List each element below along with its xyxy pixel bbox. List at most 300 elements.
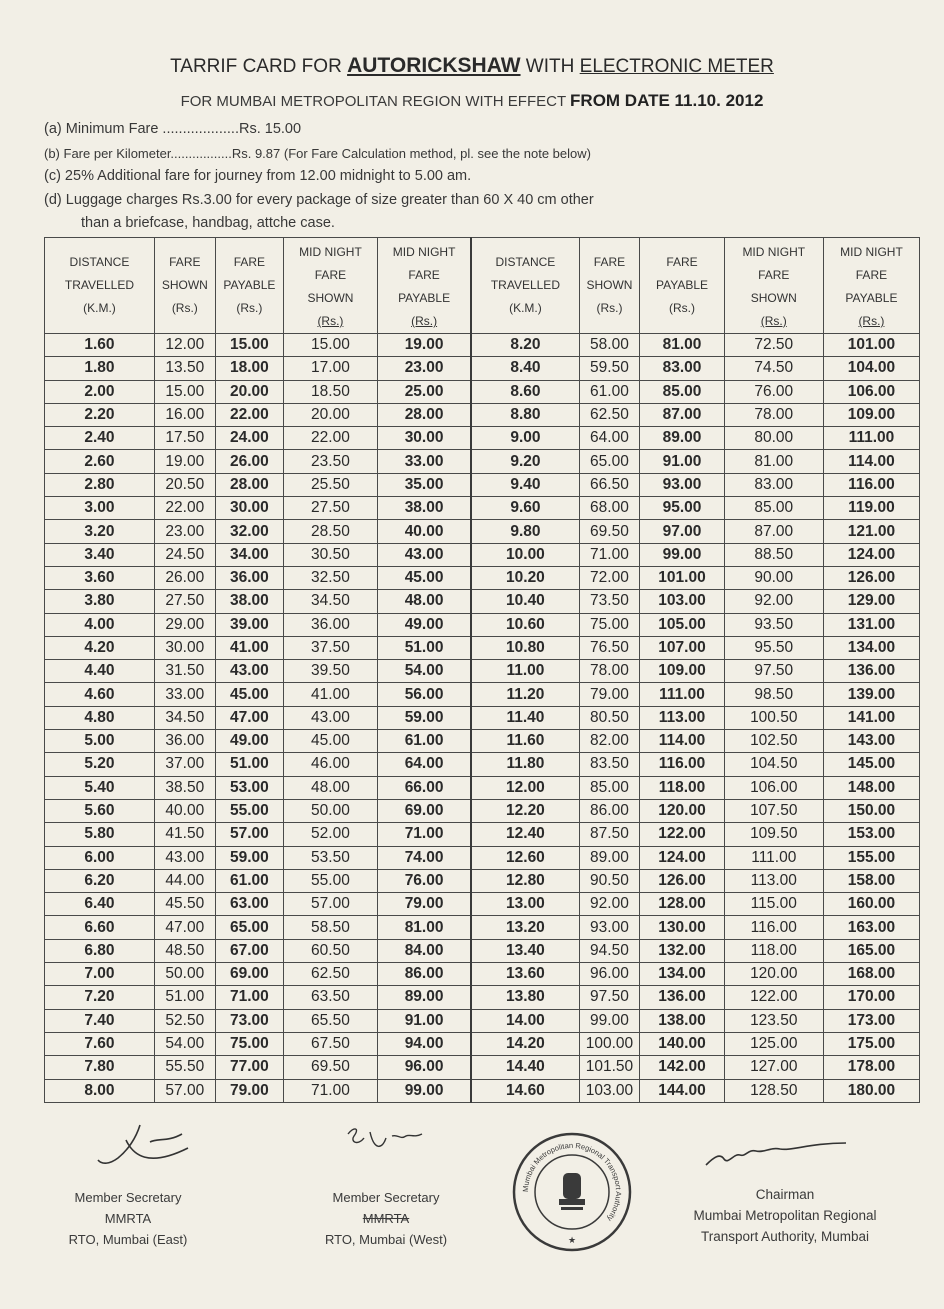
table-cell: 18.50 (284, 380, 378, 403)
table-row (45, 380, 920, 403)
table-cell: 76.50 (579, 636, 640, 659)
table-cell: 104.50 (724, 753, 823, 776)
table-cell: 150.00 (823, 799, 919, 822)
table-cell: 30.00 (215, 497, 283, 520)
table-cell: 11.20 (471, 683, 579, 706)
table-cell: 134.00 (640, 963, 724, 986)
table-header-row (45, 238, 920, 334)
table-cell: 10.60 (471, 613, 579, 636)
table-cell: 61.00 (377, 730, 471, 753)
table-cell: 95.00 (640, 497, 724, 520)
table-cell: 16.00 (154, 403, 215, 426)
table-cell: 43.00 (154, 846, 215, 869)
table-cell: 141.00 (823, 706, 919, 729)
table-cell: 2.80 (45, 473, 155, 496)
table-row (45, 730, 920, 753)
table-cell: 34.50 (284, 590, 378, 613)
table-cell: 143.00 (823, 730, 919, 753)
card-subtitle: FOR MUMBAI METROPOLITAN REGION WITH EFFECT FROM DATE 11.10. 2012 (180, 91, 764, 110)
table-cell: 111.00 (823, 427, 919, 450)
table-cell: 93.50 (724, 613, 823, 636)
table-cell: 125.00 (724, 1032, 823, 1055)
table-cell: 51.00 (154, 986, 215, 1009)
table-cell: 114.00 (640, 730, 724, 753)
table-cell: 22.00 (215, 403, 283, 426)
table-cell: 120.00 (724, 963, 823, 986)
table-row (45, 776, 920, 799)
table-cell: 103.00 (579, 1079, 640, 1102)
table-cell: 91.00 (377, 1009, 471, 1032)
table-cell: 87.00 (640, 403, 724, 426)
table-cell: 7.60 (45, 1032, 155, 1055)
table-cell: 83.00 (640, 357, 724, 380)
table-cell: 71.00 (284, 1079, 378, 1102)
table-cell: 41.00 (284, 683, 378, 706)
table-cell: 118.00 (724, 939, 823, 962)
table-row (45, 799, 920, 822)
table-cell: 115.00 (724, 893, 823, 916)
table-cell: 45.00 (215, 683, 283, 706)
table-cell: 36.00 (154, 730, 215, 753)
table-cell: 109.50 (724, 823, 823, 846)
table-cell: 28.50 (284, 520, 378, 543)
table-cell: 41.00 (215, 636, 283, 659)
table-cell: 13.00 (471, 893, 579, 916)
table-cell: 59.00 (215, 846, 283, 869)
title-meter: ELECTRONIC METER (579, 56, 774, 77)
table-cell: 10.40 (471, 590, 579, 613)
table-cell: 86.00 (377, 963, 471, 986)
table-cell: 126.00 (640, 869, 724, 892)
table-cell: 123.50 (724, 1009, 823, 1032)
table-cell: 90.50 (579, 869, 640, 892)
table-cell: 74.50 (724, 357, 823, 380)
table-cell: 51.00 (377, 636, 471, 659)
table-cell: 122.00 (724, 986, 823, 1009)
table-cell: 97.50 (724, 660, 823, 683)
column-header: MID NIGHT FARE SHOWN (Rs.) (724, 238, 823, 334)
table-cell: 12.40 (471, 823, 579, 846)
table-cell: 131.00 (823, 613, 919, 636)
table-cell: 69.50 (284, 1056, 378, 1079)
table-cell: 93.00 (640, 473, 724, 496)
table-cell: 45.00 (377, 566, 471, 589)
table-cell: 1.80 (45, 357, 155, 380)
table-cell: 2.00 (45, 380, 155, 403)
table-cell: 99.00 (377, 1079, 471, 1102)
table-cell: 33.00 (377, 450, 471, 473)
table-cell: 49.00 (215, 730, 283, 753)
table-cell: 5.60 (45, 799, 155, 822)
table-cell: 170.00 (823, 986, 919, 1009)
table-cell: 63.00 (215, 893, 283, 916)
table-cell: 13.50 (154, 357, 215, 380)
table-cell: 12.20 (471, 799, 579, 822)
table-cell: 68.00 (579, 497, 640, 520)
table-cell: 129.00 (823, 590, 919, 613)
table-cell: 2.60 (45, 450, 155, 473)
table-cell: 43.00 (284, 706, 378, 729)
table-cell: 160.00 (823, 893, 919, 916)
table-cell: 62.50 (579, 403, 640, 426)
table-cell: 9.20 (471, 450, 579, 473)
tariff-table (44, 237, 920, 1103)
table-cell: 9.80 (471, 520, 579, 543)
table-cell: 118.00 (640, 776, 724, 799)
table-cell: 4.40 (45, 660, 155, 683)
column-header: FARE SHOWN (Rs.) (579, 238, 640, 334)
table-cell: 165.00 (823, 939, 919, 962)
table-row (45, 497, 920, 520)
table-cell: 7.00 (45, 963, 155, 986)
table-cell: 168.00 (823, 963, 919, 986)
table-cell: 91.00 (640, 450, 724, 473)
table-cell: 37.50 (284, 636, 378, 659)
signature-east (88, 1120, 198, 1180)
table-row (45, 427, 920, 450)
table-cell: 155.00 (823, 846, 919, 869)
table-cell: 76.00 (377, 869, 471, 892)
table-cell: 10.00 (471, 543, 579, 566)
table-cell: 49.00 (377, 613, 471, 636)
table-cell: 3.00 (45, 497, 155, 520)
note-minimum-fare: (a) Minimum Fare ...................Rs. 15.00 (44, 121, 302, 137)
table-cell: 52.50 (154, 1009, 215, 1032)
table-cell: 142.00 (640, 1056, 724, 1079)
table-cell: 79.00 (377, 893, 471, 916)
table-cell: 40.00 (377, 520, 471, 543)
table-cell: 46.00 (284, 753, 378, 776)
table-cell: 58.00 (579, 334, 640, 357)
table-cell: 48.50 (154, 939, 215, 962)
table-cell: 3.20 (45, 520, 155, 543)
signatory-chairman: Chairman Mumbai Metropolitan Regional Transport Authority, Mumbai (693, 1187, 877, 1244)
table-cell: 39.50 (284, 660, 378, 683)
table-cell: 94.50 (579, 939, 640, 962)
table-cell: 85.00 (579, 776, 640, 799)
table-cell: 8.80 (471, 403, 579, 426)
table-cell: 18.00 (215, 357, 283, 380)
table-cell: 35.00 (377, 473, 471, 496)
table-cell: 87.50 (579, 823, 640, 846)
table-cell: 72.50 (724, 334, 823, 357)
table-cell: 12.00 (154, 334, 215, 357)
table-cell: 96.00 (377, 1056, 471, 1079)
table-cell: 24.50 (154, 543, 215, 566)
table-cell: 17.50 (154, 427, 215, 450)
table-cell: 54.00 (377, 660, 471, 683)
table-cell: 101.00 (640, 566, 724, 589)
table-cell: 85.00 (724, 497, 823, 520)
table-cell: 50.00 (154, 963, 215, 986)
table-cell: 9.60 (471, 497, 579, 520)
table-cell: 6.20 (45, 869, 155, 892)
table-cell: 14.00 (471, 1009, 579, 1032)
table-cell: 61.00 (579, 380, 640, 403)
table-cell: 178.00 (823, 1056, 919, 1079)
signatory-east: Member Secretary MMRTA RTO, Mumbai (East) (68, 1190, 188, 1247)
table-cell: 119.00 (823, 497, 919, 520)
table-cell: 14.20 (471, 1032, 579, 1055)
table-row (45, 1056, 920, 1079)
table-cell: 12.00 (471, 776, 579, 799)
table-cell: 30.00 (154, 636, 215, 659)
table-cell: 27.50 (154, 590, 215, 613)
table-cell: 36.00 (215, 566, 283, 589)
emblem-icon (559, 1173, 585, 1210)
column-header: MID NIGHT FARE PAYABLE (Rs.) (377, 238, 471, 334)
table-row (45, 636, 920, 659)
table-cell: 128.00 (640, 893, 724, 916)
table-row (45, 823, 920, 846)
table-cell: 124.00 (640, 846, 724, 869)
table-cell: 3.40 (45, 543, 155, 566)
table-row (45, 520, 920, 543)
table-row (45, 986, 920, 1009)
table-row (45, 334, 920, 357)
table-cell: 122.00 (640, 823, 724, 846)
table-cell: 81.00 (724, 450, 823, 473)
table-cell: 173.00 (823, 1009, 919, 1032)
table-cell: 81.00 (377, 916, 471, 939)
table-cell: 139.00 (823, 683, 919, 706)
table-cell: 104.00 (823, 357, 919, 380)
table-cell: 75.00 (579, 613, 640, 636)
table-cell: 34.50 (154, 706, 215, 729)
column-header: FARE PAYABLE (Rs.) (640, 238, 724, 334)
table-cell: 10.80 (471, 636, 579, 659)
table-cell: 134.00 (823, 636, 919, 659)
table-cell: 106.00 (724, 776, 823, 799)
table-cell: 65.00 (579, 450, 640, 473)
table-cell: 136.00 (640, 986, 724, 1009)
table-cell: 101.50 (579, 1056, 640, 1079)
table-cell: 74.00 (377, 846, 471, 869)
table-cell: 51.00 (215, 753, 283, 776)
svg-text:Mumbai Metropolitan Regional T: Mumbai Metropolitan Regional Transport Authority (520, 1140, 624, 1223)
table-cell: 103.00 (640, 590, 724, 613)
table-row (45, 963, 920, 986)
table-cell: 113.00 (640, 706, 724, 729)
table-row (45, 357, 920, 380)
table-cell: 111.00 (640, 683, 724, 706)
table-cell: 59.00 (377, 706, 471, 729)
table-cell: 65.50 (284, 1009, 378, 1032)
table-cell: 153.00 (823, 823, 919, 846)
table-cell: 39.00 (215, 613, 283, 636)
table-cell: 26.00 (154, 566, 215, 589)
table-cell: 22.00 (284, 427, 378, 450)
table-cell: 85.00 (640, 380, 724, 403)
table-cell: 8.00 (45, 1079, 155, 1102)
table-row (45, 1009, 920, 1032)
table-row (45, 683, 920, 706)
table-cell: 13.40 (471, 939, 579, 962)
table-row (45, 1079, 920, 1102)
table-cell: 80.00 (724, 427, 823, 450)
table-cell: 87.00 (724, 520, 823, 543)
table-row (45, 473, 920, 496)
table-cell: 83.00 (724, 473, 823, 496)
table-cell: 105.00 (640, 613, 724, 636)
table-cell: 14.40 (471, 1056, 579, 1079)
table-cell: 102.50 (724, 730, 823, 753)
table-cell: 12.80 (471, 869, 579, 892)
table-row (45, 706, 920, 729)
table-cell: 23.50 (284, 450, 378, 473)
table-cell: 55.00 (284, 869, 378, 892)
column-header: MID NIGHT FARE SHOWN (Rs.) (284, 238, 378, 334)
table-cell: 7.40 (45, 1009, 155, 1032)
table-cell: 27.50 (284, 497, 378, 520)
table-cell: 98.50 (724, 683, 823, 706)
table-cell: 92.00 (724, 590, 823, 613)
table-cell: 29.00 (154, 613, 215, 636)
table-cell: 45.50 (154, 893, 215, 916)
table-cell: 4.60 (45, 683, 155, 706)
table-cell: 116.00 (640, 753, 724, 776)
table-cell: 5.80 (45, 823, 155, 846)
table-cell: 11.00 (471, 660, 579, 683)
table-cell: 1.60 (45, 334, 155, 357)
table-cell: 3.80 (45, 590, 155, 613)
table-cell: 11.80 (471, 753, 579, 776)
official-seal (511, 1131, 633, 1253)
table-cell: 93.00 (579, 916, 640, 939)
table-cell: 113.00 (724, 869, 823, 892)
table-cell: 9.40 (471, 473, 579, 496)
table-cell: 144.00 (640, 1079, 724, 1102)
title-vehicle: AUTORICKSHAW (347, 54, 521, 77)
table-cell: 92.00 (579, 893, 640, 916)
table-cell: 77.00 (215, 1056, 283, 1079)
table-cell: 32.00 (215, 520, 283, 543)
table-cell: 89.00 (640, 427, 724, 450)
table-cell: 62.50 (284, 963, 378, 986)
signatory-west: Member Secretary MMRTA RTO, Mumbai (West) (324, 1190, 448, 1247)
table-cell: 69.00 (215, 963, 283, 986)
table-cell: 41.50 (154, 823, 215, 846)
table-cell: 25.00 (377, 380, 471, 403)
table-cell: 124.00 (823, 543, 919, 566)
table-cell: 158.00 (823, 869, 919, 892)
table-cell: 111.00 (724, 846, 823, 869)
table-cell: 79.00 (579, 683, 640, 706)
table-cell: 2.40 (45, 427, 155, 450)
table-cell: 22.00 (154, 497, 215, 520)
table-cell: 116.00 (823, 473, 919, 496)
table-cell: 95.50 (724, 636, 823, 659)
table-cell: 5.40 (45, 776, 155, 799)
table-cell: 55.50 (154, 1056, 215, 1079)
table-cell: 55.00 (215, 799, 283, 822)
table-cell: 107.50 (724, 799, 823, 822)
table-cell: 109.00 (640, 660, 724, 683)
table-cell: 5.20 (45, 753, 155, 776)
table-cell: 20.00 (284, 403, 378, 426)
table-row (45, 1032, 920, 1055)
table-cell: 97.00 (640, 520, 724, 543)
table-cell: 88.50 (724, 543, 823, 566)
table-cell: 76.00 (724, 380, 823, 403)
table-cell: 136.00 (823, 660, 919, 683)
table-cell: 7.80 (45, 1056, 155, 1079)
table-cell: 86.00 (579, 799, 640, 822)
table-cell: 175.00 (823, 1032, 919, 1055)
table-cell: 100.50 (724, 706, 823, 729)
table-cell: 15.00 (154, 380, 215, 403)
table-cell: 48.00 (284, 776, 378, 799)
table-cell: 43.00 (377, 543, 471, 566)
table-cell: 3.60 (45, 566, 155, 589)
table-cell: 73.00 (215, 1009, 283, 1032)
table-row (45, 939, 920, 962)
table-cell: 69.00 (377, 799, 471, 822)
table-cell: 20.00 (215, 380, 283, 403)
table-cell: 13.20 (471, 916, 579, 939)
table-cell: 81.00 (640, 334, 724, 357)
table-cell: 4.80 (45, 706, 155, 729)
table-cell: 75.00 (215, 1032, 283, 1055)
table-cell: 64.00 (377, 753, 471, 776)
table-cell: 57.00 (215, 823, 283, 846)
table-cell: 67.50 (284, 1032, 378, 1055)
table-cell: 15.00 (284, 334, 378, 357)
table-cell: 107.00 (640, 636, 724, 659)
table-row (45, 590, 920, 613)
fare-notes (44, 118, 914, 236)
table-cell: 84.00 (377, 939, 471, 962)
table-cell: 132.00 (640, 939, 724, 962)
table-cell: 44.00 (154, 869, 215, 892)
table-cell: 83.50 (579, 753, 640, 776)
table-cell: 54.00 (154, 1032, 215, 1055)
table-cell: 38.00 (215, 590, 283, 613)
signature-chairman (700, 1135, 850, 1175)
table-cell: 145.00 (823, 753, 919, 776)
table-cell: 23.00 (377, 357, 471, 380)
table-cell: 28.00 (377, 403, 471, 426)
table-cell: 71.00 (215, 986, 283, 1009)
table-cell: 64.00 (579, 427, 640, 450)
table-cell: 8.40 (471, 357, 579, 380)
table-cell: 69.50 (579, 520, 640, 543)
table-cell: 180.00 (823, 1079, 919, 1102)
table-row (45, 753, 920, 776)
table-cell: 7.20 (45, 986, 155, 1009)
table-cell: 78.00 (579, 660, 640, 683)
table-cell: 31.50 (154, 660, 215, 683)
table-cell: 120.00 (640, 799, 724, 822)
table-cell: 45.00 (284, 730, 378, 753)
table-cell: 40.00 (154, 799, 215, 822)
table-body (45, 334, 920, 1103)
table-cell: 72.00 (579, 566, 640, 589)
table-cell: 6.40 (45, 893, 155, 916)
table-cell: 57.00 (154, 1079, 215, 1102)
table-cell: 53.00 (215, 776, 283, 799)
table-cell: 47.00 (215, 706, 283, 729)
table-row (45, 916, 920, 939)
table-cell: 5.00 (45, 730, 155, 753)
table-cell: 30.50 (284, 543, 378, 566)
table-cell: 116.00 (724, 916, 823, 939)
table-cell: 6.00 (45, 846, 155, 869)
table-cell: 30.00 (377, 427, 471, 450)
note-fare-per-km: (b) Fare per Kilometer.................Rs. 9.87 (For Fare Calculation method, pl. see the note below) (44, 145, 591, 161)
table-row (45, 566, 920, 589)
table-cell: 57.00 (284, 893, 378, 916)
